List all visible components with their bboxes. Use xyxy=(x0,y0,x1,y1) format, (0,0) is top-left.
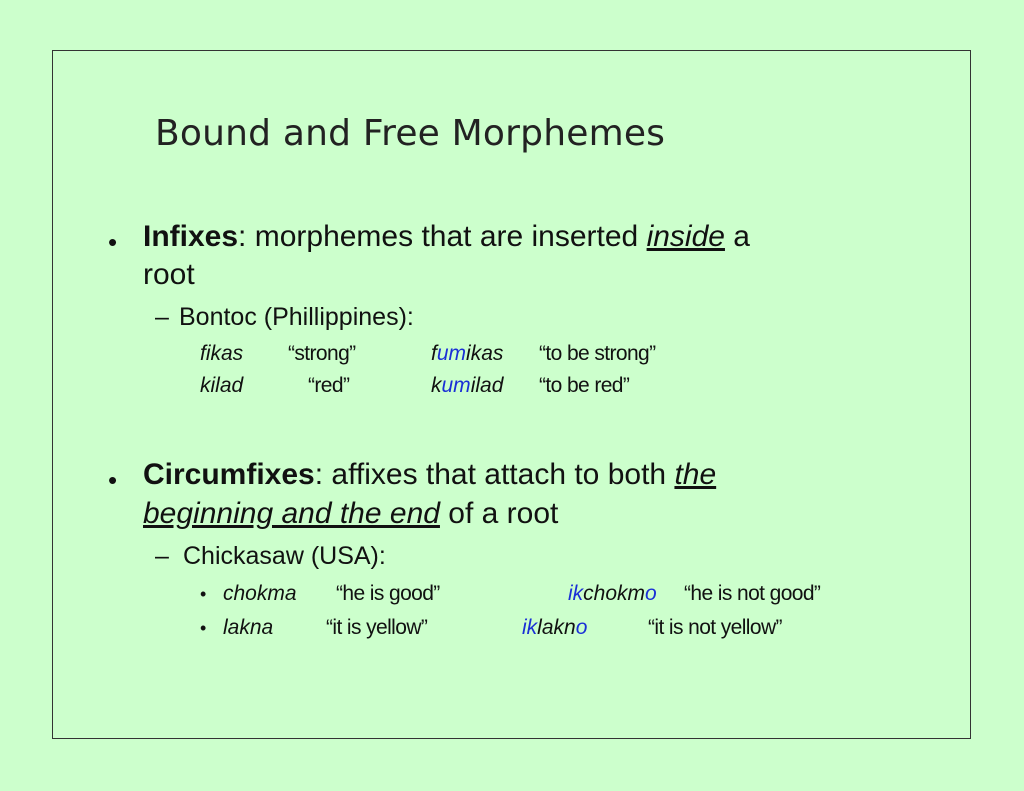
bontoc-derived-gloss-1: “to be strong” xyxy=(539,342,656,365)
bullet-circumfixes: • xyxy=(108,465,118,495)
bontoc-root-2: kilad xyxy=(200,374,244,397)
bontoc-derived-1-pre: f xyxy=(431,342,437,365)
chickasaw-label: Chickasaw (USA): xyxy=(183,542,386,570)
infixes-term: Infixes xyxy=(143,220,239,253)
chickasaw-derived-2 xyxy=(522,616,587,640)
bontoc-derived-1-infix: um xyxy=(436,342,467,365)
chickasaw-derived-gloss-1: “he is not good” xyxy=(684,582,821,605)
bontoc-root-gloss-1: “strong” xyxy=(288,342,356,365)
chickasaw-root-1: chokma xyxy=(223,582,297,605)
circumfixes-definition-line2 xyxy=(143,497,558,531)
bontoc-root-1: fikas xyxy=(200,342,244,365)
bontoc-derived-1-post: ikas xyxy=(466,342,504,365)
chickasaw-root-2: lakna xyxy=(223,616,274,639)
circumfixes-def-a: : affixes that attach to both xyxy=(314,458,675,491)
bullet-infixes: • xyxy=(108,227,118,257)
infixes-def-a: : morphemes that are inserted xyxy=(238,220,647,253)
circumfixes-def-emph1: the xyxy=(674,458,717,491)
bontoc-dash: – xyxy=(155,303,169,331)
chickasaw-bullet-1: • xyxy=(200,584,207,604)
chickasaw-root-gloss-2: “it is yellow” xyxy=(326,616,428,639)
infixes-def-emph: inside xyxy=(646,220,725,253)
circumfixes-definition-line1 xyxy=(143,458,716,492)
bontoc-label: Bontoc (Phillippines): xyxy=(179,303,414,331)
chickasaw-derived-1-mid: chokm xyxy=(583,582,646,605)
chickasaw-derived-1-post: o xyxy=(645,582,657,605)
chickasaw-bullet-2: • xyxy=(200,618,207,638)
infixes-definition-line1 xyxy=(143,220,750,254)
infixes-def-b: a xyxy=(724,220,750,253)
circumfixes-def-b: of a root xyxy=(439,497,559,530)
bontoc-derived-gloss-2: “to be red” xyxy=(539,374,630,397)
chickasaw-derived-gloss-2: “it is not yellow” xyxy=(648,616,782,639)
bontoc-root-gloss-2: “red” xyxy=(308,374,350,397)
bontoc-derived-2-infix: um xyxy=(441,374,471,397)
chickasaw-dash: – xyxy=(155,542,169,570)
chickasaw-derived-2-mid: lakn xyxy=(537,616,576,639)
chickasaw-root-gloss-1: “he is good” xyxy=(336,582,440,605)
bontoc-derived-2 xyxy=(431,374,503,398)
chickasaw-derived-2-post: o xyxy=(575,616,588,639)
bontoc-derived-2-pre: k xyxy=(431,374,442,397)
chickasaw-derived-2-pre: ik xyxy=(522,616,538,639)
bontoc-derived-2-post: ilad xyxy=(470,374,504,397)
circumfixes-term: Circumfixes xyxy=(143,458,315,491)
chickasaw-derived-1-pre: ik xyxy=(568,582,584,605)
circumfixes-def-emph2: beginning and the end xyxy=(143,497,440,530)
chickasaw-derived-1 xyxy=(568,582,657,606)
slide-title: Bound and Free Morphemes xyxy=(155,113,666,154)
infixes-definition-line2: root xyxy=(143,258,195,291)
bontoc-derived-1 xyxy=(431,342,503,366)
